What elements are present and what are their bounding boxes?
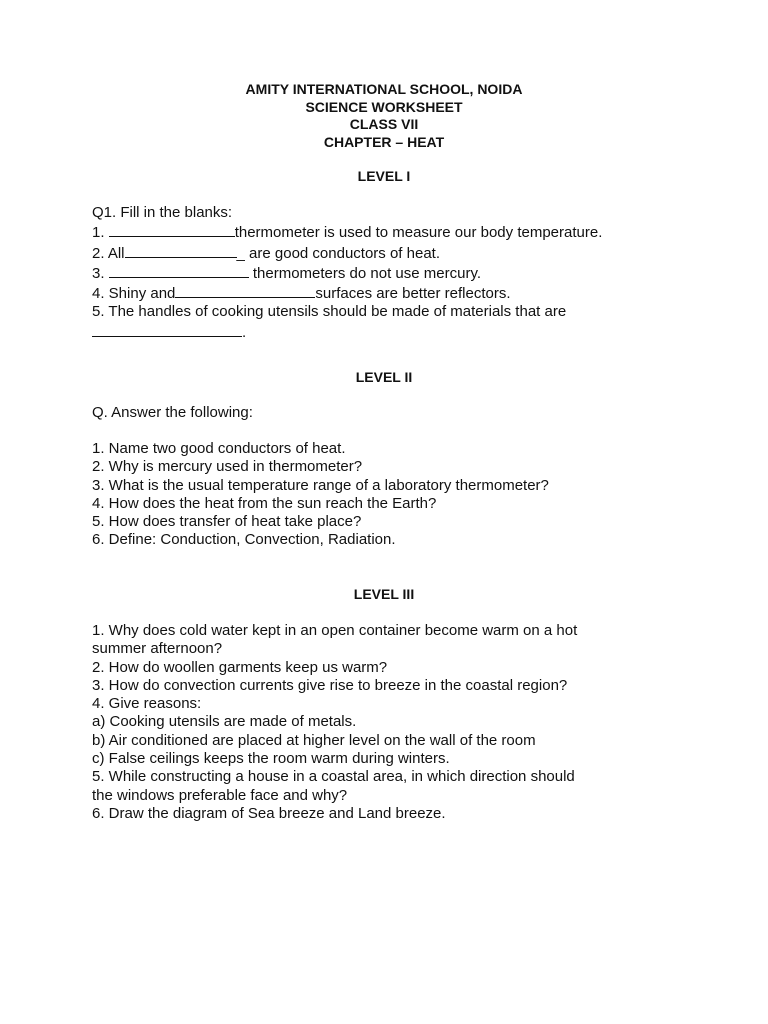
list-item: 1. Why does cold water kept in an open container become warm on a hot [92, 622, 578, 639]
list-item: 3. What is the usual temperature range of a laboratory thermometer? [92, 476, 549, 494]
level-1-section [92, 204, 692, 342]
level-3-list [92, 622, 692, 823]
list-item: 5. While constructing a house in a coastal area, in which direction should [92, 768, 575, 786]
fill-blank-item-1: 1. thermometer is used to measure our body temperature. [92, 224, 603, 242]
list-item: b) Air conditioned are placed at higher level on the wall of the room [92, 731, 536, 749]
list-item: the windows preferable face and why? [92, 786, 348, 804]
answer-blank[interactable] [125, 243, 237, 258]
class-label: CLASS VII [349, 116, 419, 132]
fill-blank-item-2: 2. All _ are good conductors of heat. [92, 244, 441, 262]
level-3-heading: LEVEL III [353, 586, 415, 602]
fill-blank-item-4: 4. Shiny and surfaces are better reflectors. [92, 285, 511, 303]
answer-blank[interactable] [109, 222, 235, 237]
level-2-heading: LEVEL II [355, 369, 413, 385]
fill-blank-item-5: 5. The handles of cooking utensils should be made of materials that are [92, 303, 567, 321]
list-item: 6. Define: Conduction, Convection, Radiation. [92, 531, 396, 549]
list-item: 4. Give reasons: [92, 695, 202, 713]
level-1-heading: LEVEL I [357, 168, 411, 184]
list-item: 5. How does transfer of heat take place? [92, 513, 362, 531]
list-item: 2. Why is mercury used in thermometer? [92, 458, 363, 476]
list-item: summer afternoon? [92, 640, 223, 658]
answer-blank[interactable] [92, 322, 242, 337]
fill-blank-item-3: 3. thermometers do not use mercury. [92, 264, 481, 282]
worksheet-subject: SCIENCE WORKSHEET [305, 98, 463, 115]
chapter-label: CHAPTER – HEAT [323, 133, 445, 150]
level-2-question: Q. Answer the following: [92, 404, 253, 421]
list-item: 3. How do convection currents give rise to breeze in the coastal region? [92, 676, 568, 694]
answer-blank[interactable] [109, 263, 249, 278]
fill-blank-item-5-continued: . [92, 322, 692, 342]
list-item: 1. Name two good conductors of heat. [92, 440, 346, 457]
list-item: 4. How does the heat from the sun reach the Earth? [92, 494, 437, 512]
list-item: 6. Draw the diagram of Sea breeze and Land breeze. [92, 804, 446, 822]
list-item: 2. How do woollen garments keep us warm? [92, 658, 388, 676]
list-item: c) False ceilings keeps the room warm during winters. [92, 750, 450, 768]
level-2-list [92, 440, 692, 550]
answer-blank[interactable] [175, 283, 315, 298]
worksheet-header [0, 81, 768, 151]
fill-blanks-question: Q1. Fill in the blanks: [92, 204, 233, 221]
list-item: a) Cooking utensils are made of metals. [92, 713, 357, 731]
school-name: AMITY INTERNATIONAL SCHOOL, NOIDA [245, 81, 523, 97]
